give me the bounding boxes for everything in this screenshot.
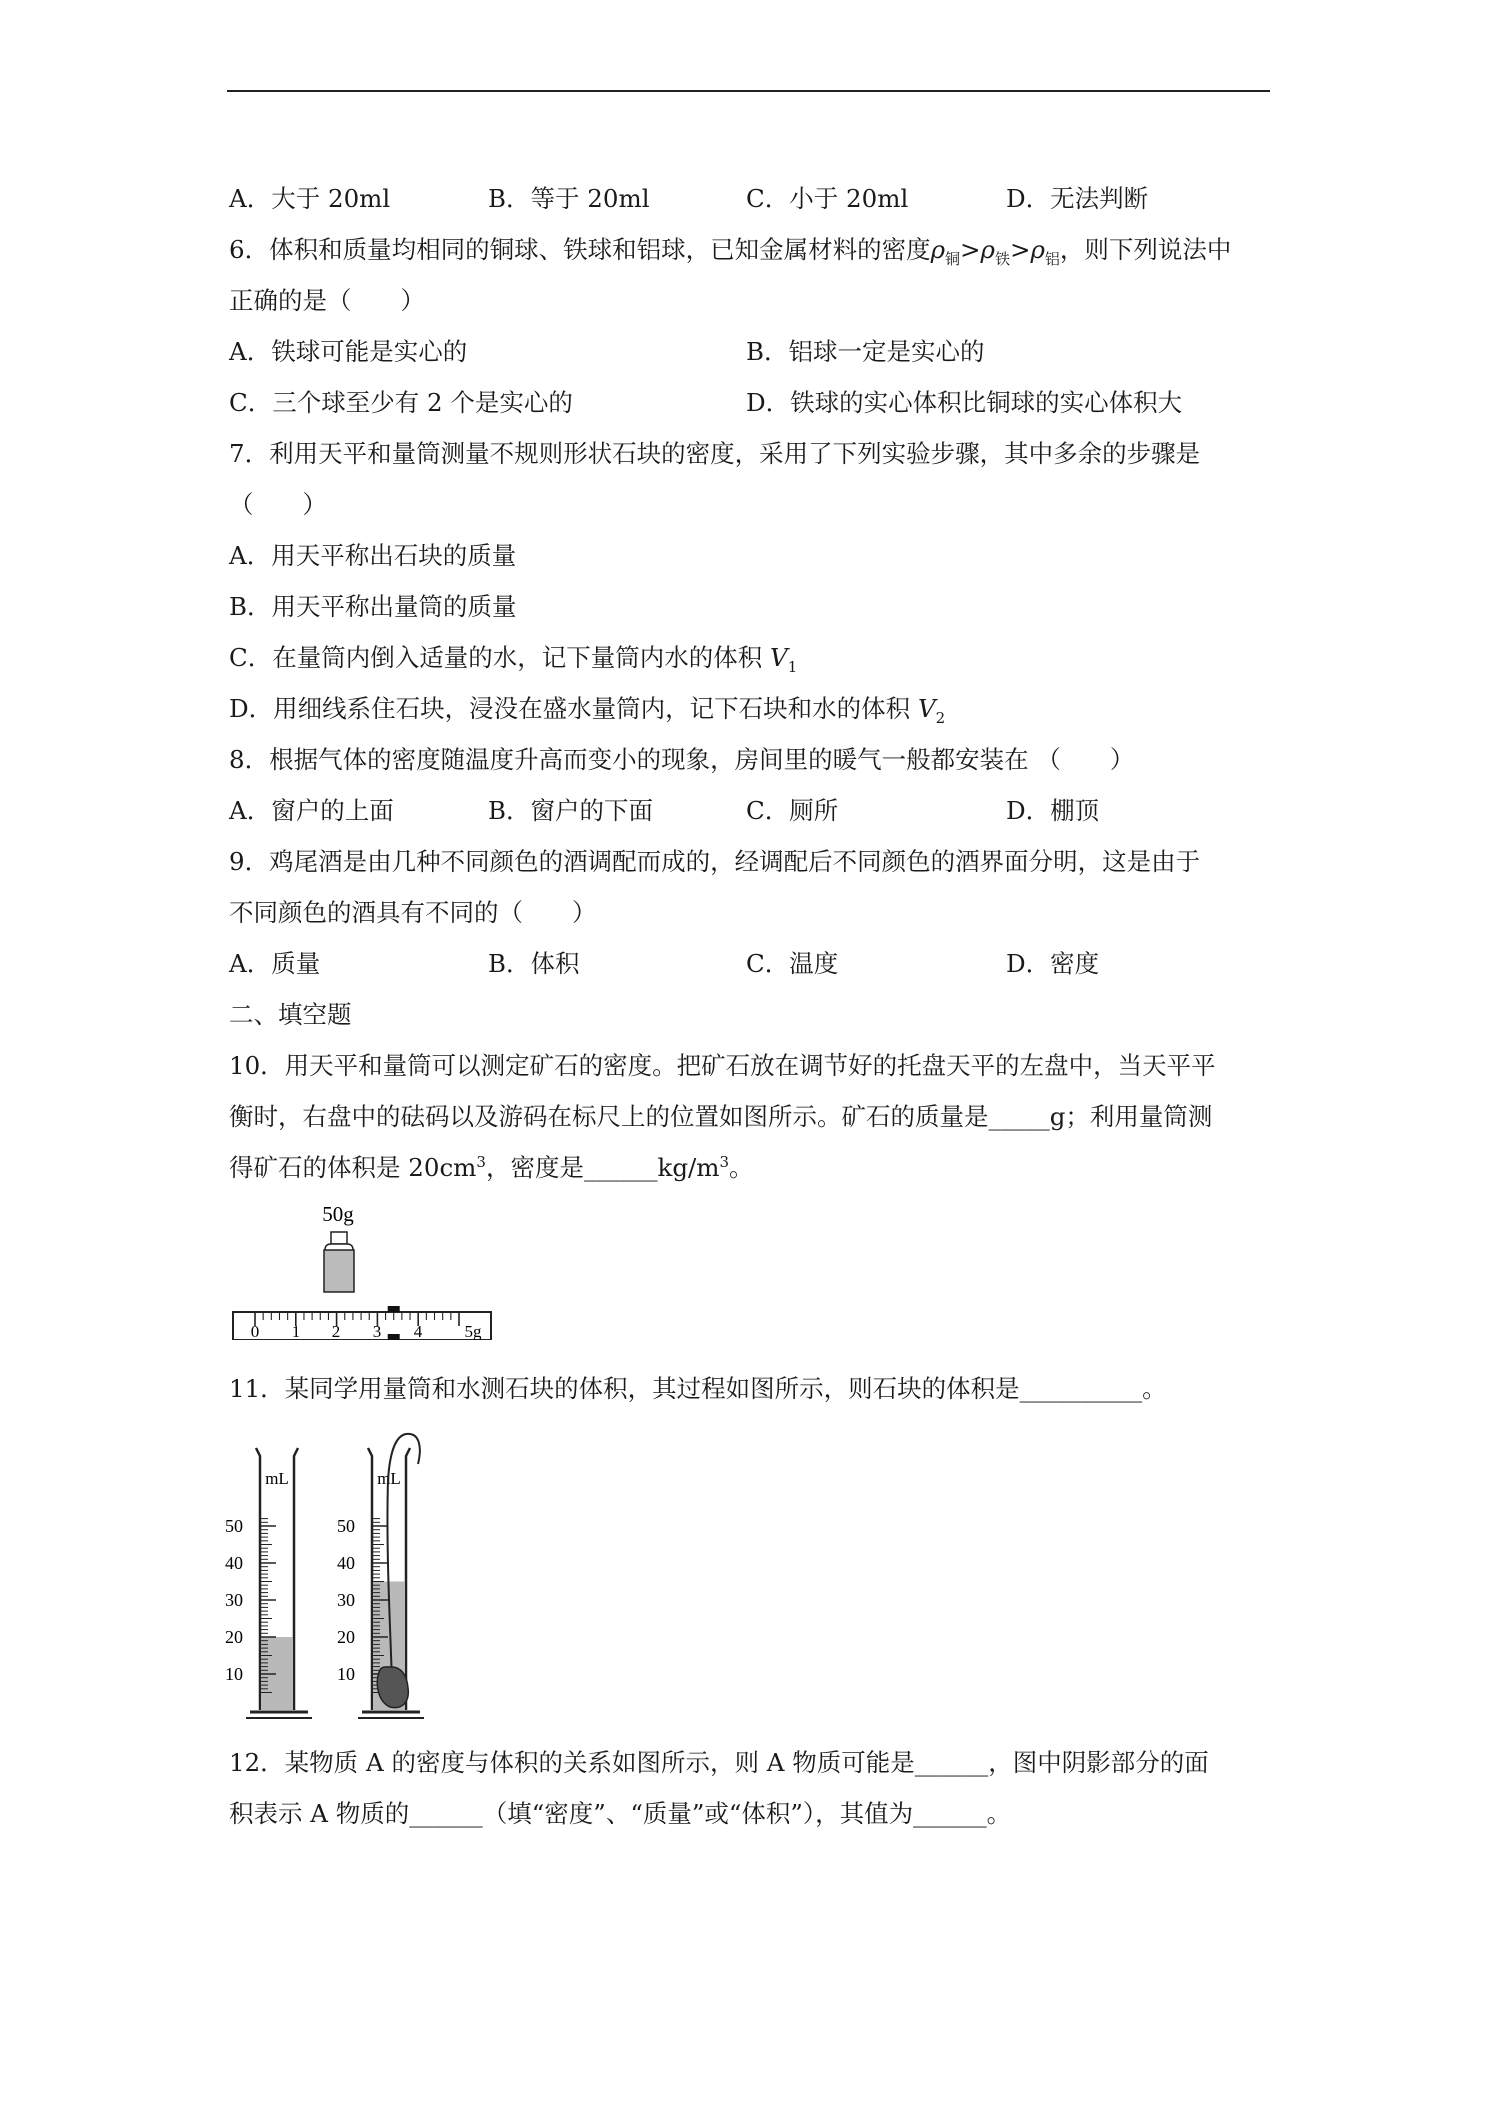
tick-50-after: 50 [337, 1516, 355, 1536]
q5-option-c: C．小于 20ml [746, 184, 909, 213]
q6-option-a: A．铁球可能是实心的 [229, 337, 468, 366]
q9-option-a: A．质量 [229, 949, 321, 978]
q11-cylinders-figure [220, 1420, 470, 1732]
q6-stem-line1: 6．体积和质量均相同的铜球、铁球和铝球，已知金属材料的密度$\rho_铜>\rho_铁>\rho_铝$，则下列说法中 [229, 235, 1232, 268]
scale-label-1: 1 [291, 1322, 301, 1340]
q7-option-d: D．用细线系住石块，浸没在盛水量筒内，记下石块和水的体积 $V_2$ [229, 694, 946, 727]
q9-option-d: D．密度 [1006, 949, 1100, 978]
tick-10-after: 10 [337, 1664, 355, 1684]
q7-stem-line2: （ ） [229, 490, 327, 519]
q5-option-d: D．无法判断 [1006, 184, 1149, 213]
section-heading: 二、填空题 [229, 1000, 352, 1029]
q5-option-a: A．大于 20ml [229, 184, 391, 213]
weight-50g [324, 1232, 354, 1292]
scale-label-3: 3 [372, 1322, 382, 1340]
q7-option-a: A．用天平称出石块的质量 [229, 541, 517, 570]
tick-40-after: 40 [337, 1553, 355, 1573]
scale-label-0: 0 [250, 1322, 260, 1340]
q6-option-c: C．三个球至少有 2 个是实心的 [229, 388, 573, 417]
scale-label-5g: 5g [464, 1322, 482, 1340]
q10-line1: 10．用天平和量筒可以测定矿石的密度。把矿石放在调节好的托盘天平的左盘中，当天平平 [229, 1051, 1216, 1080]
q7-stem-line1: 7．利用天平和量筒测量不规则形状石块的密度，采用了下列实验步骤，其中多余的步骤是 [229, 439, 1201, 468]
scale-label-2: 2 [331, 1322, 341, 1340]
header-rule [227, 90, 1270, 92]
q10-line3: 得矿石的体积是 $20cm^3$，密度是$\_\_\_\_\_\_kg/m^3$。 [229, 1152, 754, 1182]
q10-line2: 衡时，右盘中的砝码以及游码在标尺上的位置如图所示。矿石的质量是_____g；利用量筒测 [229, 1102, 1213, 1131]
weight-label: 50g [322, 1202, 354, 1226]
q9-stem-line1: 9．鸡尾酒是由几种不同颜色的酒调配而成的，经调配后不同颜色的酒界面分明，这是由于 [229, 847, 1201, 876]
q8-stem: 8．根据气体的密度随温度升高而变小的现象，房间里的暖气一般都安装在 （ ） [229, 745, 1135, 774]
q9-stem-line2: 不同颜色的酒具有不同的（ ） [229, 898, 597, 927]
rider-top [388, 1306, 400, 1312]
q6-stem-line2: 正确的是（ ） [229, 286, 425, 315]
tick-10-before: 10 [225, 1664, 243, 1684]
q11-text: 11．某同学用量筒和水测石块的体积，其过程如图所示，则石块的体积是__________。 [229, 1374, 1167, 1403]
tick-40-before: 40 [225, 1553, 243, 1573]
tick-30-before: 30 [225, 1590, 243, 1610]
q6-option-d: D．铁球的实心体积比铜球的实心体积大 [746, 388, 1183, 417]
q9-option-b: B．体积 [488, 949, 580, 978]
q8-option-a: A．窗户的上面 [229, 796, 394, 825]
tick-20-after: 20 [337, 1627, 355, 1647]
q8-option-c: C．厕所 [746, 796, 839, 825]
cylinder-before [225, 1448, 312, 1718]
q6-option-b: B．铝球一定是实心的 [746, 337, 985, 366]
q10-balance-figure [228, 1200, 498, 1340]
rider-bottom [388, 1334, 400, 1340]
tick-20-before: 20 [225, 1627, 243, 1647]
tick-50-before: 50 [225, 1516, 243, 1536]
scale-ruler [233, 1306, 491, 1340]
tick-30-after: 30 [337, 1590, 355, 1610]
q9-option-c: C．温度 [746, 949, 839, 978]
q7-option-c: C．在量筒内倒入适量的水，记下量筒内水的体积 $V_1$ [229, 643, 798, 676]
q5-option-b: B．等于 20ml [488, 184, 650, 213]
q12-line1: 12．某物质 A 的密度与体积的关系如图所示，则 A 物质可能是______，图中阴影部分的面 [229, 1748, 1209, 1777]
cylinder-after [337, 1434, 424, 1718]
unit-label-after: mL [377, 1469, 401, 1488]
q8-option-b: B．窗户的下面 [488, 796, 654, 825]
q7-option-b: B．用天平称出量筒的质量 [229, 592, 517, 621]
q8-option-d: D．棚顶 [1006, 796, 1100, 825]
scale-label-4: 4 [413, 1322, 423, 1340]
q12-line2: 积表示 A 物质的______（填“密度”、“质量”或“体积”），其值为______。 [229, 1799, 1012, 1828]
unit-label-before: mL [265, 1469, 289, 1488]
